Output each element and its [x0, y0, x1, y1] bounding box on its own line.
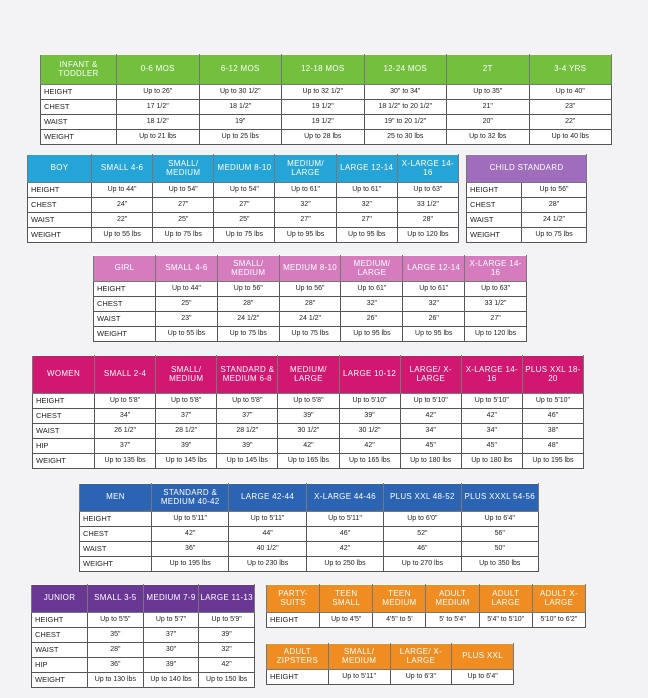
table-cell: 27"	[214, 198, 275, 213]
table-cell: 52"	[384, 527, 461, 542]
header-cell: 3-4 YRS	[529, 55, 612, 85]
table-header	[28, 155, 459, 183]
row-label: HEIGHT	[28, 183, 92, 198]
header-cell: LARGE 12-14	[403, 256, 465, 282]
header-cell: TEEN SMALL	[320, 585, 373, 613]
table-cell: 27"	[275, 213, 336, 228]
table-cell: 19" to 20 1/2"	[364, 115, 447, 130]
table-row	[33, 439, 584, 454]
table-cell: 42"	[461, 409, 522, 424]
header-cell: LARGE 10-12	[339, 356, 400, 394]
header-cell: ADULT X-LARGE	[532, 585, 585, 613]
table-row	[28, 228, 459, 243]
table-cell: Up to 61"	[341, 282, 403, 297]
row-label: HEIGHT	[467, 183, 522, 198]
table-header	[32, 585, 255, 613]
table-cell: 17 1/2"	[117, 100, 200, 115]
row-label: CHEST	[80, 527, 152, 542]
row-label: WAIST	[32, 643, 88, 658]
table-cell: Up to 180 lbs	[400, 454, 461, 469]
table-cell: Up to 150 lbs	[199, 673, 255, 688]
table-cell: 24 1/2"	[279, 312, 341, 327]
row-label: WEIGHT	[33, 454, 95, 469]
table-row	[32, 628, 255, 643]
table-cell: 19 1/2"	[282, 115, 365, 130]
table-row	[467, 213, 587, 228]
header-cell: PLUS XXL 18-20	[522, 356, 583, 394]
header-cell: 12-18 MOS	[282, 55, 365, 85]
table-cell: 28"	[88, 643, 144, 658]
table-cell: 36"	[88, 658, 144, 673]
table-cell: Up to 75 lbs	[217, 327, 279, 342]
header-cell: SMALL 2-4	[95, 356, 156, 394]
table-cell: 30 1/2"	[278, 424, 339, 439]
child-standard-table	[466, 154, 587, 243]
row-label: WEIGHT	[28, 228, 92, 243]
table-cell: 23"	[529, 100, 612, 115]
table-row	[32, 658, 255, 673]
table-cell: Up to 6'4"	[452, 670, 514, 685]
header-cell: LARGE/ X-LARGE	[390, 644, 452, 670]
table-cell: 32"	[275, 198, 336, 213]
table-header	[267, 644, 514, 670]
table-cell: 32"	[403, 297, 465, 312]
table-cell: 32"	[199, 643, 255, 658]
table-cell: Up to 75 lbs	[279, 327, 341, 342]
table-cell: 26"	[341, 312, 403, 327]
table-row	[33, 454, 584, 469]
junior-table	[31, 584, 255, 688]
header-cell: MEDIUM 8-10	[279, 256, 341, 282]
table-cell: 42"	[199, 658, 255, 673]
table-cell: 45"	[400, 439, 461, 454]
header-cell: TEEN MEDIUM	[373, 585, 426, 613]
table-cell: Up to 6'3"	[390, 670, 452, 685]
table-cell: 24 1/2"	[217, 312, 279, 327]
header-cell: MEDIUM/ LARGE	[278, 356, 339, 394]
table-row	[467, 183, 587, 198]
header-cell: LARGE 11-13	[199, 585, 255, 613]
table-cell: 28"	[217, 297, 279, 312]
header-cell: MEDIUM 8-10	[214, 155, 275, 183]
header-cell: X-LARGE 44-46	[306, 484, 383, 512]
header-cell: ADULT ZIPSTERS	[267, 644, 329, 670]
row-label: CHEST	[28, 198, 92, 213]
table-cell: Up to 5'8"	[217, 394, 278, 409]
header-cell: SMALL 4-6	[92, 155, 153, 183]
table-cell: 28 1/2"	[217, 424, 278, 439]
table-cell: 18 1/2" to 20 1/2"	[364, 100, 447, 115]
table-cell: 39"	[199, 628, 255, 643]
header-cell: 12-24 MOS	[364, 55, 447, 85]
table-header	[80, 484, 539, 512]
row-label: HEIGHT	[80, 512, 152, 527]
header-cell: MEDIUM/ LARGE	[341, 256, 403, 282]
header-cell: MEN	[80, 484, 152, 512]
table-cell: 48"	[522, 439, 583, 454]
table-cell: Up to 61"	[336, 183, 397, 198]
table-header	[267, 585, 586, 613]
table-cell: 46"	[306, 527, 383, 542]
table-cell: 23"	[156, 312, 218, 327]
table-row	[94, 282, 527, 297]
table-cell: 39"	[143, 658, 199, 673]
row-label: WAIST	[467, 213, 522, 228]
table-cell: 22"	[92, 213, 153, 228]
table-cell: Up to 350 lbs	[461, 557, 538, 572]
header-cell: PLUS XXL	[452, 644, 514, 670]
table-cell: 37"	[143, 628, 199, 643]
table-cell: Up to 140 lbs	[143, 673, 199, 688]
table-header	[41, 55, 612, 85]
header-cell: ADULT LARGE	[479, 585, 532, 613]
table-cell: Up to 95 lbs	[275, 228, 336, 243]
row-label: HEIGHT	[267, 613, 320, 628]
table-cell: Up to 56"	[217, 282, 279, 297]
table-cell: Up to 95 lbs	[341, 327, 403, 342]
table-cell: Up to 5'11"	[328, 670, 390, 685]
header-cell: SMALL/ MEDIUM	[153, 155, 214, 183]
header-cell: 0-6 MOS	[117, 55, 200, 85]
table-cell: 34"	[400, 424, 461, 439]
row-label: WAIST	[28, 213, 92, 228]
table-cell: 21"	[447, 100, 530, 115]
table-cell: 32"	[341, 297, 403, 312]
row-label: WEIGHT	[32, 673, 88, 688]
header-cell: WOMEN	[33, 356, 95, 394]
table-cell: 46"	[522, 409, 583, 424]
table-cell: 18 1/2"	[199, 100, 282, 115]
table-cell: Up to 145 lbs	[156, 454, 217, 469]
table-cell: 30 1/2"	[339, 424, 400, 439]
table-cell: Up to 5'11"	[306, 512, 383, 527]
row-label: CHEST	[94, 297, 156, 312]
row-label: WAIST	[41, 115, 117, 130]
table-row	[94, 312, 527, 327]
table-cell: 25"	[153, 213, 214, 228]
table-cell: Up to 5'11"	[229, 512, 306, 527]
table-cell: Up to 56"	[279, 282, 341, 297]
table-cell: Up to 61"	[403, 282, 465, 297]
table-cell: Up to 54"	[214, 183, 275, 198]
table-cell: 34"	[95, 409, 156, 424]
table-cell: Up to 135 lbs	[95, 454, 156, 469]
table-cell: 25"	[156, 297, 218, 312]
table-cell: Up to 5'11"	[152, 512, 229, 527]
table-cell: 42"	[400, 409, 461, 424]
table-cell: Up to 195 lbs	[522, 454, 583, 469]
table-cell: 5'10" to 6'2"	[532, 613, 585, 628]
header-cell: BOY	[28, 155, 92, 183]
table-cell: Up to 63"	[465, 282, 527, 297]
row-label: WEIGHT	[41, 130, 117, 145]
table-row	[28, 198, 459, 213]
table-cell: Up to 40"	[529, 85, 612, 100]
table-cell: Up to 6'0"	[384, 512, 461, 527]
table-cell: Up to 195 lbs	[152, 557, 229, 572]
header-cell: LARGE 42-44	[229, 484, 306, 512]
table-cell: Up to 95 lbs	[336, 228, 397, 243]
table-row	[32, 673, 255, 688]
header-cell: X-LARGE 14-16	[465, 256, 527, 282]
table-cell: 40 1/2"	[229, 542, 306, 557]
table-header	[33, 356, 584, 394]
header-cell: JUNIOR	[32, 585, 88, 613]
row-label: WAIST	[80, 542, 152, 557]
row-label: HEIGHT	[33, 394, 95, 409]
table-cell: Up to 54"	[153, 183, 214, 198]
table-cell: Up to 75 lbs	[153, 228, 214, 243]
men-table	[79, 483, 539, 572]
infant-toddler-table	[40, 54, 612, 145]
table-cell: Up to 28 lbs	[282, 130, 365, 145]
table-cell: 19 1/2"	[282, 100, 365, 115]
header-cell: MEDIUM 7-9	[143, 585, 199, 613]
table-row	[80, 542, 539, 557]
header-cell: INFANT & TODDLER	[41, 55, 117, 85]
header-cell: 6-12 MOS	[199, 55, 282, 85]
header-cell: ADULT MEDIUM	[426, 585, 479, 613]
table-cell: 33 1/2"	[397, 198, 458, 213]
header-cell: PARTY-SUITS	[267, 585, 320, 613]
table-cell: 27"	[336, 213, 397, 228]
table-cell: Up to 5'7"	[143, 613, 199, 628]
table-cell: Up to 130 lbs	[88, 673, 144, 688]
table-cell: 39"	[339, 409, 400, 424]
table-row	[41, 115, 612, 130]
header-cell: STANDARD & MEDIUM 40-42	[152, 484, 229, 512]
table-cell: 34"	[461, 424, 522, 439]
girl-table	[93, 255, 527, 342]
table-cell: Up to 5'10"	[400, 394, 461, 409]
table-cell: Up to 55 lbs	[156, 327, 218, 342]
table-cell: Up to 6'4"	[461, 512, 538, 527]
table-row	[41, 85, 612, 100]
table-cell: Up to 165 lbs	[339, 454, 400, 469]
table-cell: Up to 120 lbs	[397, 228, 458, 243]
table-cell: 56"	[461, 527, 538, 542]
table-cell: Up to 61"	[275, 183, 336, 198]
table-cell: 44"	[229, 527, 306, 542]
table-cell: Up to 44"	[92, 183, 153, 198]
table-row	[267, 613, 586, 628]
table-cell: Up to 35"	[447, 85, 530, 100]
table-cell: Up to 145 lbs	[217, 454, 278, 469]
table-cell: 39"	[217, 439, 278, 454]
table-cell: 25"	[214, 213, 275, 228]
party-suits-table	[266, 584, 586, 628]
row-label: CHEST	[33, 409, 95, 424]
header-cell: PLUS XXXL 54-56	[461, 484, 538, 512]
row-label: CHEST	[41, 100, 117, 115]
table-cell: 39"	[278, 409, 339, 424]
header-cell: CHILD STANDARD	[467, 155, 587, 183]
table-cell: 24"	[92, 198, 153, 213]
table-cell: 18 1/2"	[117, 115, 200, 130]
table-cell: 28"	[397, 213, 458, 228]
table-cell: 46"	[384, 542, 461, 557]
boy-table	[27, 154, 459, 243]
table-row	[94, 327, 527, 342]
table-row	[267, 670, 514, 685]
table-cell: 42"	[306, 542, 383, 557]
table-row	[41, 130, 612, 145]
table-cell: 5'4" to 5'10"	[479, 613, 532, 628]
table-cell: Up to 30 1/2"	[199, 85, 282, 100]
row-label: WAIST	[94, 312, 156, 327]
row-label: WEIGHT	[94, 327, 156, 342]
table-row	[80, 512, 539, 527]
header-cell: SMALL/ MEDIUM	[217, 256, 279, 282]
table-cell: Up to 56"	[522, 183, 587, 198]
row-label: WEIGHT	[80, 557, 152, 572]
table-cell: Up to 120 lbs	[465, 327, 527, 342]
table-cell: Up to 25 lbs	[199, 130, 282, 145]
table-cell: 37"	[95, 439, 156, 454]
table-cell: 24 1/2"	[522, 213, 587, 228]
table-cell: 20"	[447, 115, 530, 130]
table-cell: 42"	[278, 439, 339, 454]
table-cell: Up to 32 1/2"	[282, 85, 365, 100]
header-cell: STANDARD & MEDIUM 6-8	[217, 356, 278, 394]
table-cell: Up to 5'5"	[88, 613, 144, 628]
header-cell: MEDIUM/ LARGE	[275, 155, 336, 183]
table-cell: 28"	[522, 198, 587, 213]
table-cell: 28 1/2"	[156, 424, 217, 439]
header-cell: X-LARGE 14-16	[461, 356, 522, 394]
table-cell: 30" to 34"	[364, 85, 447, 100]
row-label: HEIGHT	[41, 85, 117, 100]
table-cell: 39"	[156, 439, 217, 454]
women-table	[32, 355, 584, 469]
row-label: HEIGHT	[94, 282, 156, 297]
table-cell: 5' to 5'4"	[426, 613, 479, 628]
table-cell: Up to 5'9"	[199, 613, 255, 628]
table-row	[467, 228, 587, 243]
row-label: CHEST	[467, 198, 522, 213]
table-cell: Up to 40 lbs	[529, 130, 612, 145]
row-label: CHEST	[32, 628, 88, 643]
table-cell: 4'5" to 5'	[373, 613, 426, 628]
header-cell: 2T	[447, 55, 530, 85]
row-label: HEIGHT	[32, 613, 88, 628]
header-cell: X-LARGE 14-16	[397, 155, 458, 183]
table-header	[94, 256, 527, 282]
table-cell: Up to 270 lbs	[384, 557, 461, 572]
table-cell: Up to 4'5"	[320, 613, 373, 628]
table-cell: Up to 75 lbs	[214, 228, 275, 243]
table-row	[80, 557, 539, 572]
table-cell: 25 to 30 lbs	[364, 130, 447, 145]
table-cell: Up to 5'10"	[522, 394, 583, 409]
table-cell: Up to 63"	[397, 183, 458, 198]
table-row	[33, 394, 584, 409]
table-cell: Up to 32 lbs	[447, 130, 530, 145]
table-cell: 26 1/2"	[95, 424, 156, 439]
table-cell: Up to 55 lbs	[92, 228, 153, 243]
table-cell: 27"	[153, 198, 214, 213]
table-row	[28, 213, 459, 228]
table-row	[33, 424, 584, 439]
table-cell: Up to 180 lbs	[461, 454, 522, 469]
table-cell: Up to 95 lbs	[403, 327, 465, 342]
table-cell: 22"	[529, 115, 612, 130]
table-cell: 36"	[152, 542, 229, 557]
table-cell: 35"	[88, 628, 144, 643]
table-cell: Up to 5'10"	[461, 394, 522, 409]
table-cell: 27"	[465, 312, 527, 327]
header-cell: SMALL/ MEDIUM	[156, 356, 217, 394]
table-cell: 33 1/2"	[465, 297, 527, 312]
header-cell: GIRL	[94, 256, 156, 282]
header-cell: LARGE/ X-LARGE	[400, 356, 461, 394]
header-cell: SMALL 4-6	[156, 256, 218, 282]
table-cell: Up to 44"	[156, 282, 218, 297]
table-cell: 28"	[279, 297, 341, 312]
table-row	[32, 613, 255, 628]
table-cell: Up to 250 lbs	[306, 557, 383, 572]
table-cell: 26"	[403, 312, 465, 327]
row-label: HIP	[33, 439, 95, 454]
header-cell: PLUS XXL 48-52	[384, 484, 461, 512]
table-cell: 42"	[339, 439, 400, 454]
table-cell: 37"	[156, 409, 217, 424]
table-row	[467, 198, 587, 213]
table-cell: 38"	[522, 424, 583, 439]
table-cell: Up to 5'8"	[156, 394, 217, 409]
table-cell: Up to 5'8"	[278, 394, 339, 409]
table-cell: Up to 230 lbs	[229, 557, 306, 572]
table-cell: Up to 5'8"	[95, 394, 156, 409]
table-cell: 50"	[461, 542, 538, 557]
table-row	[32, 643, 255, 658]
row-label: WEIGHT	[467, 228, 522, 243]
table-row	[33, 409, 584, 424]
row-label: HEIGHT	[267, 670, 329, 685]
table-cell: Up to 75 lbs	[522, 228, 587, 243]
table-cell: Up to 5'10"	[339, 394, 400, 409]
table-cell: Up to 21 lbs	[117, 130, 200, 145]
table-cell: 42"	[152, 527, 229, 542]
table-cell: 19"	[199, 115, 282, 130]
table-row	[80, 527, 539, 542]
header-cell: SMALL 3-5	[88, 585, 144, 613]
table-cell: 32"	[336, 198, 397, 213]
table-cell: Up to 26"	[117, 85, 200, 100]
table-row	[41, 100, 612, 115]
table-header	[467, 155, 587, 183]
table-cell: 45"	[461, 439, 522, 454]
table-row	[94, 297, 527, 312]
table-cell: 30"	[143, 643, 199, 658]
header-cell: LARGE 12-14	[336, 155, 397, 183]
row-label: HIP	[32, 658, 88, 673]
table-cell: 37"	[217, 409, 278, 424]
header-cell: SMALL/ MEDIUM	[328, 644, 390, 670]
table-row	[28, 183, 459, 198]
adult-zipsters-table	[266, 643, 514, 685]
table-cell: Up to 165 lbs	[278, 454, 339, 469]
row-label: WAIST	[33, 424, 95, 439]
